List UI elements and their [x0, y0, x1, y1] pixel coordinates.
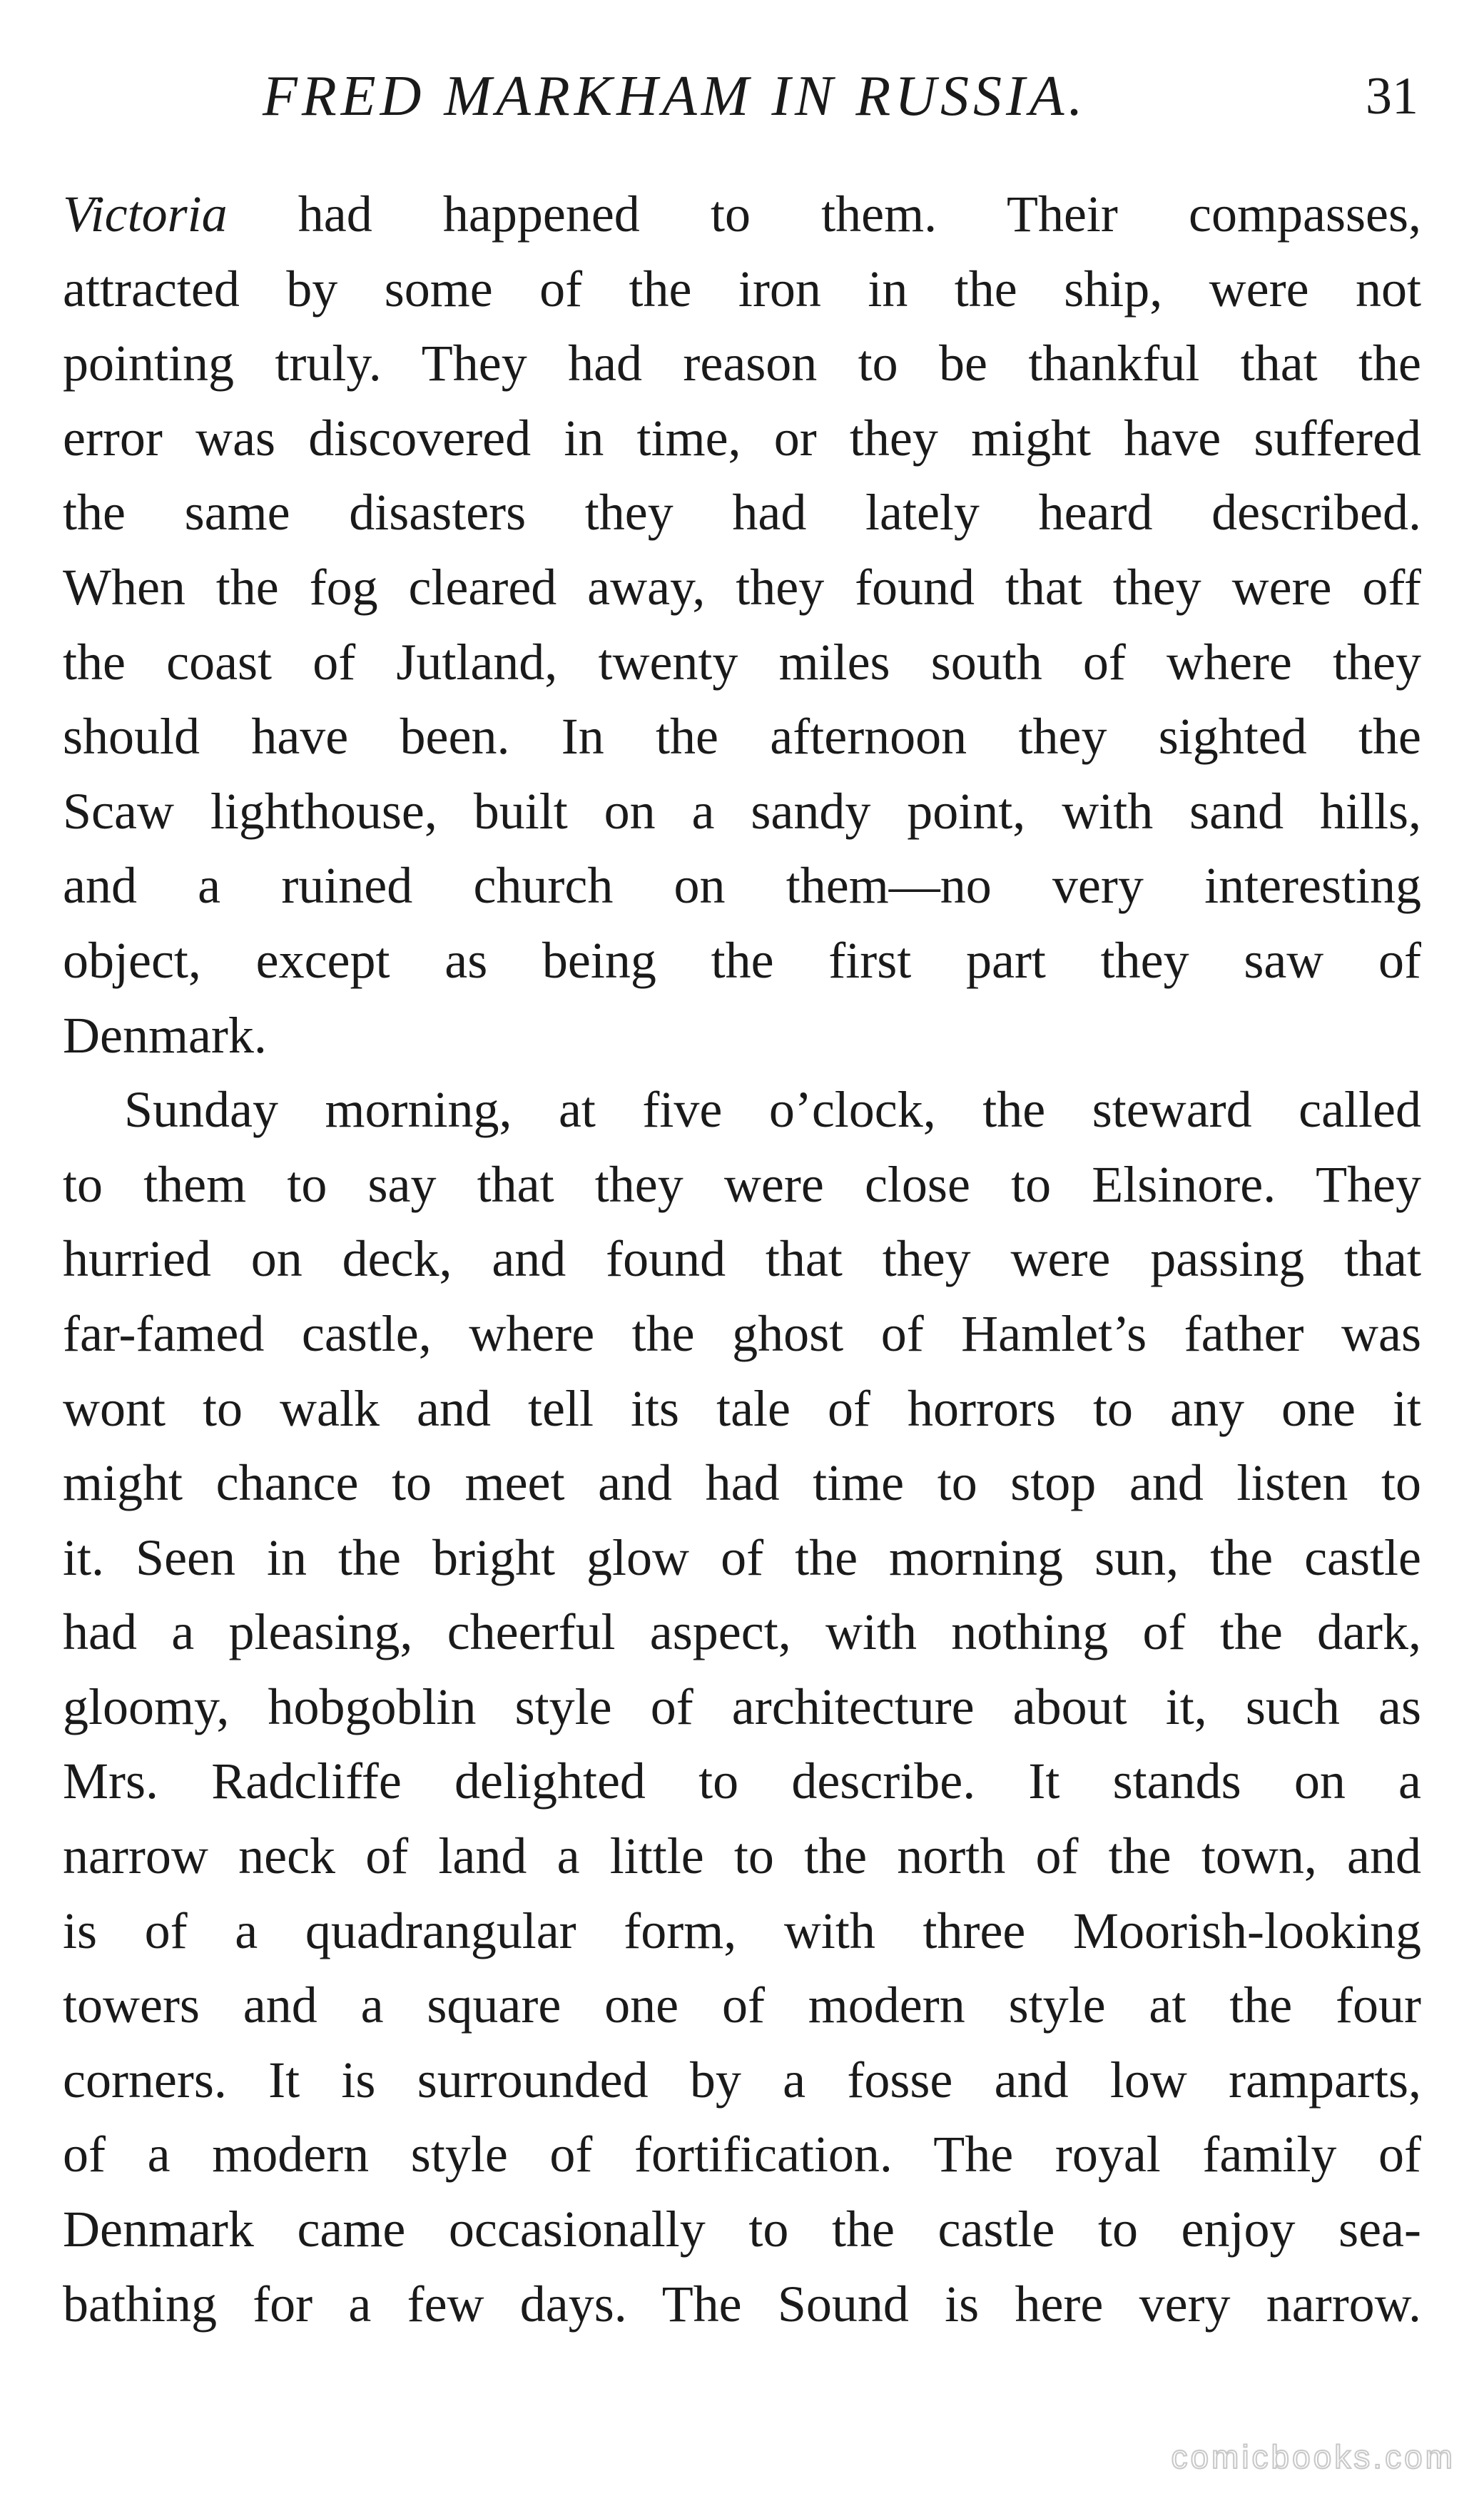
text-line: hurried on deck, and found that they were passing that [63, 1230, 1421, 1288]
text-line-continuation: had happened to them. Their compasses, [227, 186, 1421, 243]
text-line: error was discovered in time, or they might have suffered [63, 409, 1421, 467]
text-line: is of a quadrangular form, with three Moorish-looking [63, 1902, 1421, 1959]
text-line: had a pleasing, cheerful aspect, with nothing of the dark, [63, 1603, 1421, 1661]
text-line: corners. It is surrounded by a fosse and low ramparts, [63, 2051, 1421, 2109]
text-line: Denmark. [63, 1006, 267, 1064]
text-line: Mrs. Radcliffe delighted to describe. It stands on a [63, 1752, 1421, 1810]
text-line: narrow neck of land a little to the north of the town, and [63, 1827, 1421, 1885]
text-line: When the fog cleared away, they found that they were off [63, 558, 1421, 616]
text-line: gloomy, hobgoblin style of architecture about it, such as [63, 1678, 1421, 1735]
text-line: far-famed castle, where the ghost of Hamlet’s father was [63, 1304, 1421, 1362]
text-line: Scaw lighthouse, built on a sandy point, with sand hills, [63, 782, 1421, 840]
body-text [63, 177, 1421, 2341]
running-head [63, 57, 1418, 136]
text-line: might chance to meet and had time to stop and listen to [63, 1454, 1421, 1512]
text-line: the coast of Jutland, twenty miles south of where they [63, 633, 1421, 691]
text-line: bathing for a few days. The Sound is here very narrow. [63, 2275, 1421, 2333]
text-line: object, except as being the first part they saw of [63, 931, 1421, 989]
text-line: to them to say that they were close to Elsinore. They [63, 1155, 1421, 1213]
text-line: Sunday morning, at five o’clock, the steward called [124, 1081, 1421, 1139]
running-title: FRED MARKHAM IN RUSSIA. [263, 65, 1087, 128]
text-line: pointing truly. They had reason to be thankful that the [63, 335, 1421, 392]
text-line: attracted by some of the iron in the ship, were not [63, 260, 1421, 318]
page-number: 31 [1366, 67, 1418, 126]
text-line: and a ruined church on them—no very interesting [63, 857, 1421, 915]
paragraph-1 [63, 177, 1421, 1072]
text-line: Denmark came occasionally to the castle to enjoy sea- [63, 2201, 1421, 2258]
text-line: of a modern style of fortification. The royal family of [63, 2126, 1421, 2183]
ship-name-italic: Victoria [63, 186, 228, 243]
text-line: towers and a square one of modern style at the four [63, 1977, 1421, 2034]
text-line: wont to walk and tell its tale of horrors to any one it [63, 1379, 1421, 1437]
text-line: should have been. In the afternoon they sighted the [63, 708, 1421, 766]
watermark: comicbooks.com [1171, 2438, 1455, 2475]
paragraph-2 [63, 1072, 1421, 2341]
text-line: the same disasters they had lately heard described. [63, 484, 1421, 542]
text-line [63, 177, 1421, 252]
text-line: it. Seen in the bright glow of the morning sun, the castle [63, 1528, 1421, 1586]
